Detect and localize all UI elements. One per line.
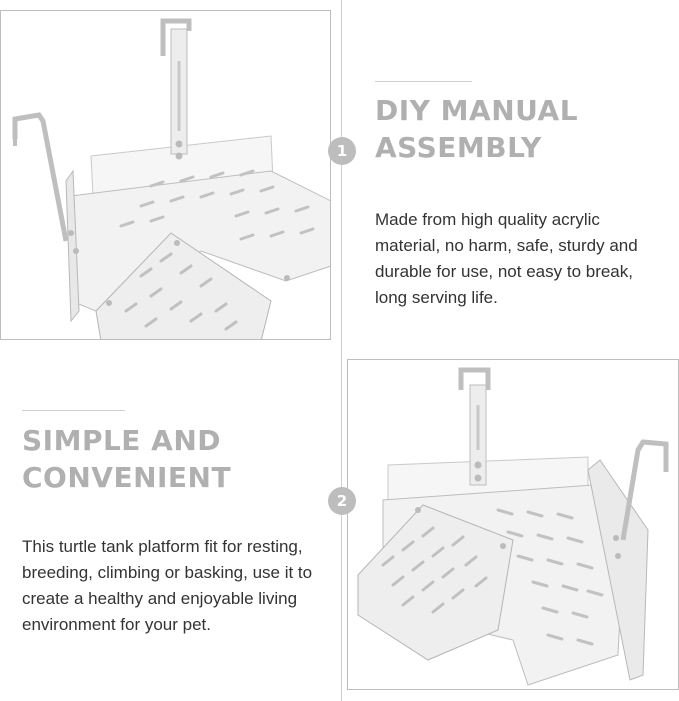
section2-heading	[22, 422, 231, 496]
product-photo-top	[0, 10, 331, 340]
section2-description: This turtle tank platform fit for resting, breeding, climbing or basking, use it to create a healthy and enjoyable living environment for your pet.	[22, 537, 313, 634]
section2-heading-line2: CONVENIENT	[22, 461, 232, 494]
step-badge-1: 1	[328, 137, 356, 165]
section2-heading-line1: SIMPLE AND	[22, 424, 222, 457]
section1-heading-line1: DIY MANUAL	[375, 94, 579, 127]
section1-heading	[375, 92, 578, 166]
section2-rule	[22, 410, 125, 411]
center-divider	[341, 0, 342, 701]
section1-rule	[375, 81, 472, 82]
step-badge-2: 2	[328, 487, 356, 515]
section1-description: Made from high quality acrylic material, no harm, safe, sturdy and durable for use, not easy to break, long serving life.	[375, 210, 638, 307]
turtle-platform-illustration-top	[1, 11, 331, 340]
product-photo-bottom	[347, 359, 679, 690]
turtle-platform-illustration-bottom	[348, 360, 679, 690]
section1-heading-line2: ASSEMBLY	[375, 131, 542, 164]
